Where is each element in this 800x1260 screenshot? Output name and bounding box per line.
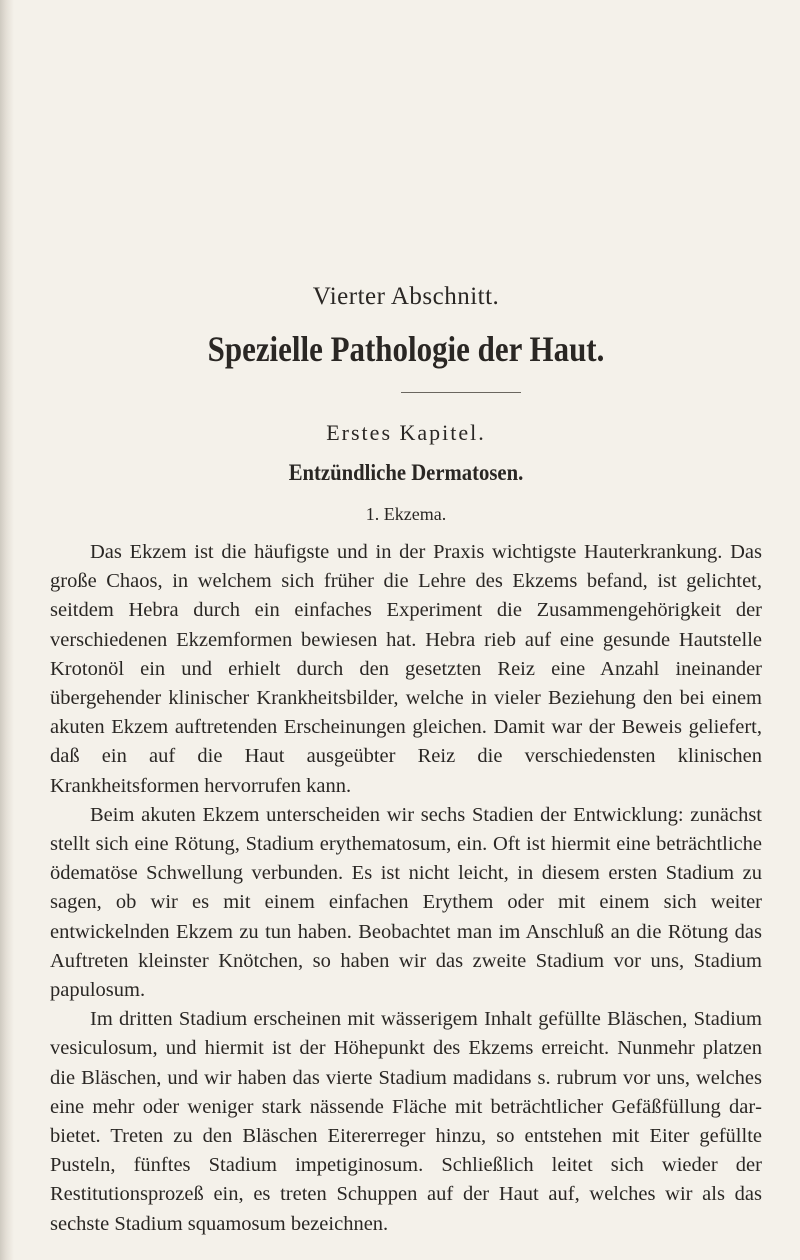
section-heading: Vierter Abschnitt. [312, 283, 500, 310]
title-divider [401, 392, 521, 393]
chapter-title: Entzündliche Dermatosen. [288, 460, 524, 485]
main-title: Spezielle Pathologie der Haut. [207, 329, 605, 369]
book-spine-shadow [0, 0, 14, 1260]
chapter-heading: Erstes Kapitel. [326, 420, 486, 445]
paragraph-3: Im dritten Stadium erscheinen mit wässerigem Inhalt gefüllte Bläschen, Stadium vesiculosum, und hiermit ist der Höhepunkt des Ekzems erreicht. Nunmehr platzen die Bläschen, und wir haben das vierte Stadium madidans s. rubrum vor uns, welches eine mehr oder weniger stark nässende Fläche mit beträchtlicher Gefäßfüllung darbietet. Treten zu den Bläschen Eitererreger hinzu, so entstehen mit Eiter gefüllte Pusteln, fünftes Stadium impetiginosum. Schließlich leitet sich wieder der Restitutionsprozeß ein, es treten Schuppen auf der Haut auf, welches wir als das sechste Stadium squamosum bezeichnen. [50, 1008, 762, 1235]
paragraph-2: Beim akuten Ekzem unterscheiden wir sechs Stadien der Entwicklung: zunächst stellt sich eine Rötung, Stadium erythematosum, ein. Oft ist hiermit eine beträchtliche ödematöse Schwellung verbunden. Es ist nicht leicht, in diesem ersten Stadium zu sagen, ob wir es mit einem einfachen Erythem oder mit einem sich weiter entwickelnden Ekzem zu tun haben. Beobachtet man im Anschluß an die Rötung das Auftreten kleinster Knötchen, so haben wir das zweite Stadium vor uns, Stadium papulosum. [50, 803, 762, 1002]
subsection-title: 1. Ekzema. [365, 504, 447, 524]
body-text [50, 538, 762, 1239]
paragraph-1: Das Ekzem ist die häufigste und in der Praxis wichtigste Hauterkrankung. Das große Chaos, in welchem sich früher die Lehre des Ekzems befand, ist gelichtet, seitdem Hebra durch ein einfaches Experiment die Zusammengehörigkeit der verschiedenen Ekzemformen bewiesen hat. Hebra rieb auf eine gesunde Hautstelle Krotonöl ein und erhielt durch den gesetzten Reiz eine Anzahl ineinander übergehender klinischer Krankheitsbilder, welche in vieler Beziehung den bei einem akuten Ekzem auftretenden Erscheinungen gleichen. Damit war der Beweis geliefert, daß ein auf die Haut ausgeübter Reiz die verschiedensten klinischen Krankheitsformen hervorrufen kann. [50, 541, 762, 797]
